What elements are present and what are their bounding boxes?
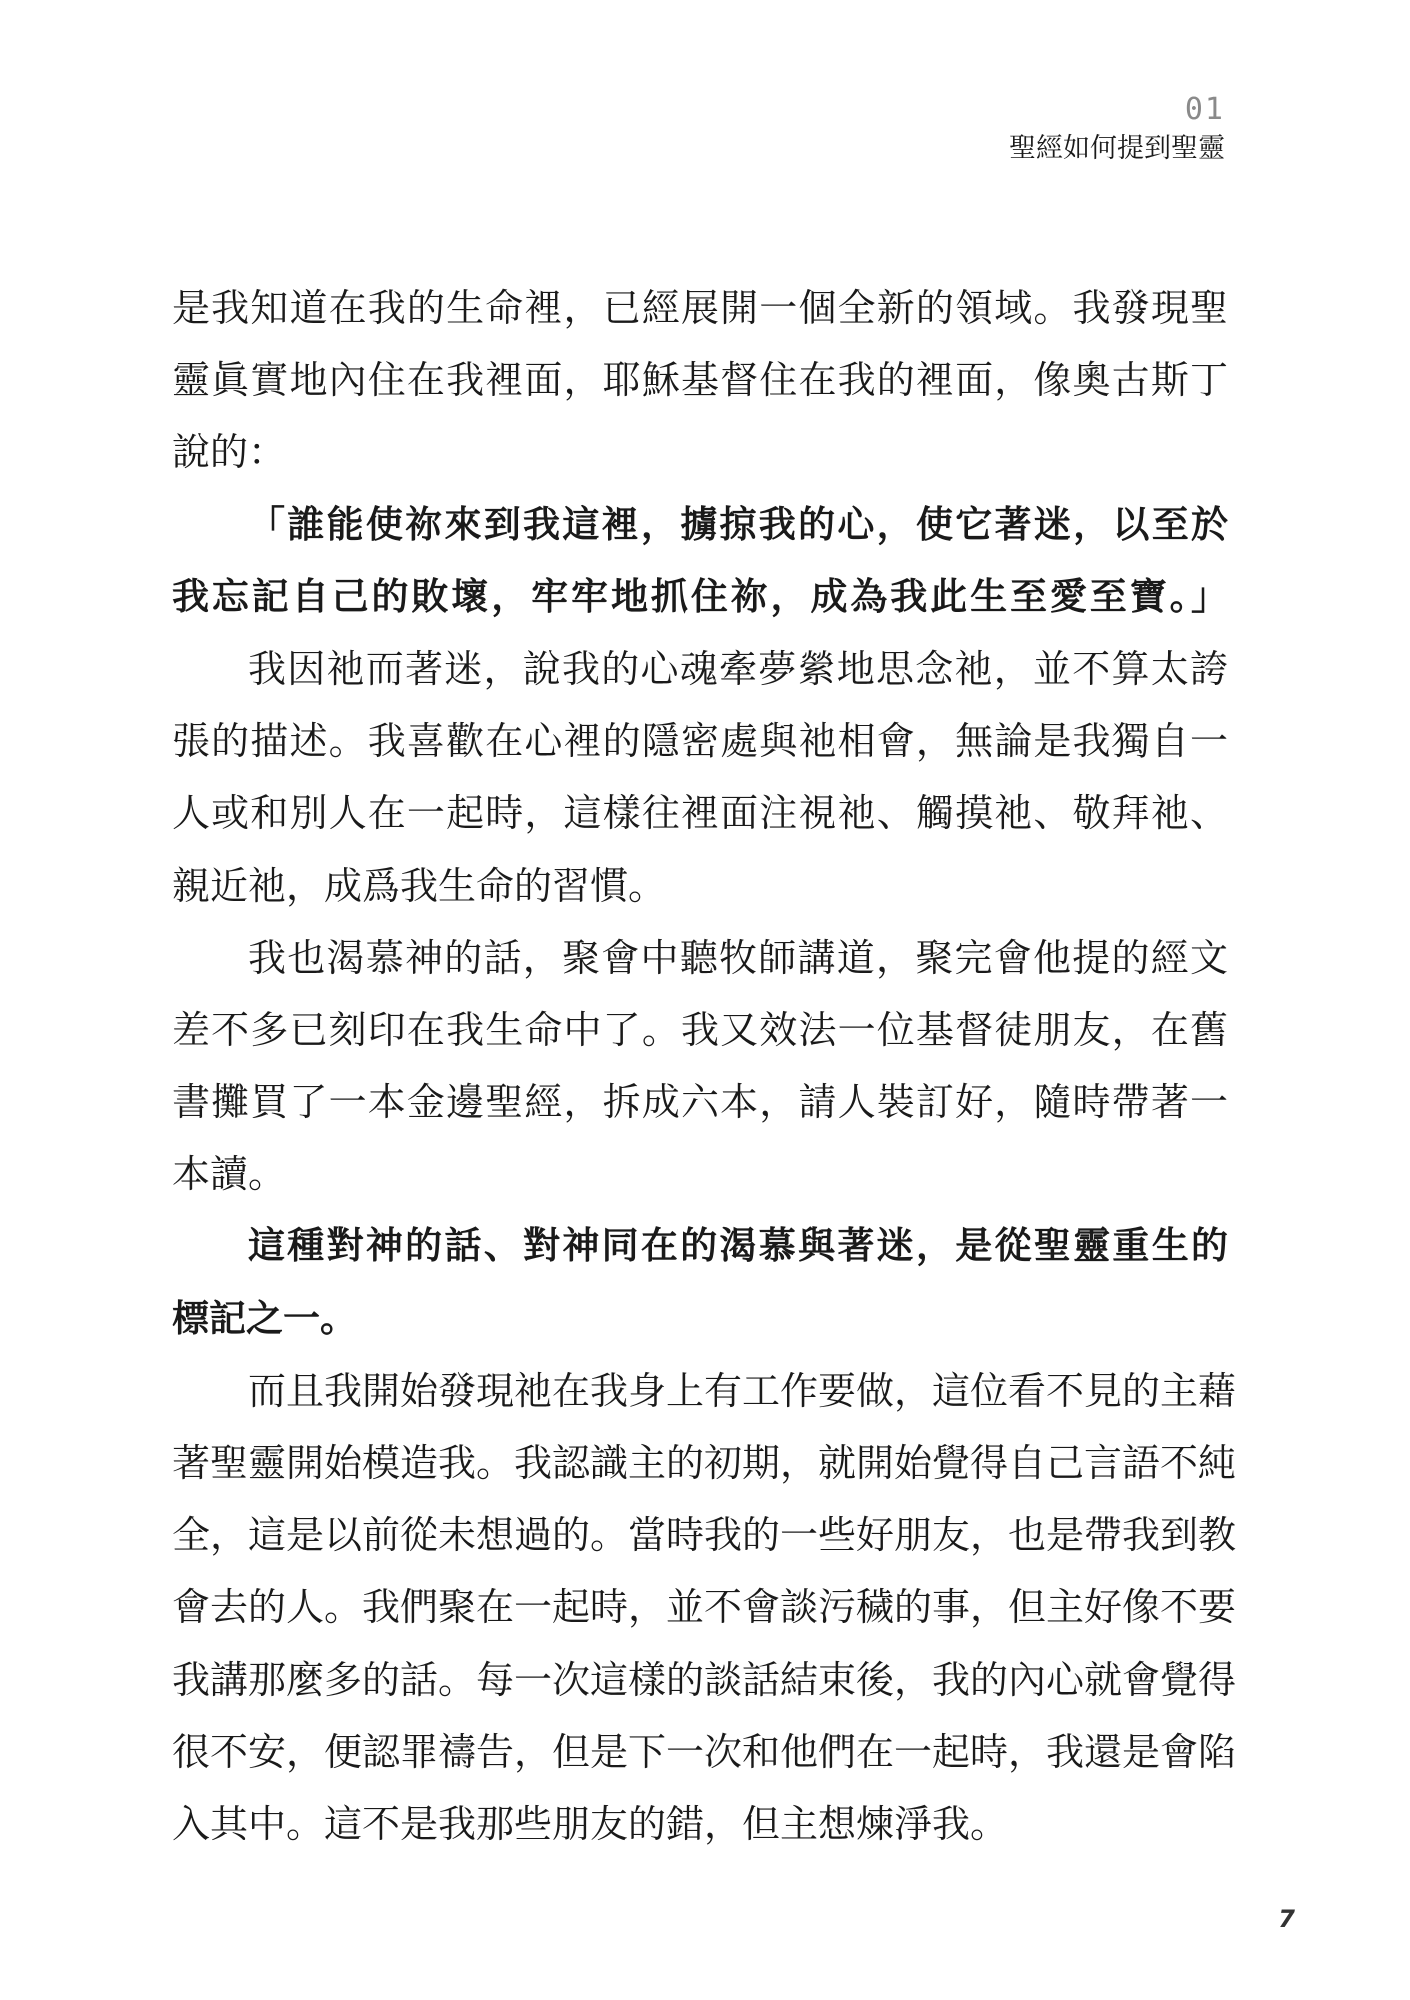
text-line: 是我知道在我的生命裡，已經展開一個全新的領域。我發現聖 bbox=[172, 286, 1228, 330]
text-line: 而且我開始發現祂在我身上有工作要做，這位看不見的主藉 bbox=[248, 1368, 1237, 1413]
page-number: 7 bbox=[1278, 1905, 1295, 1933]
chapter-number: 01 bbox=[1184, 92, 1225, 127]
text-line: 說的： bbox=[172, 430, 287, 475]
emphasis-line: 標記之一。 bbox=[172, 1296, 357, 1340]
chapter-title: 聖經如何提到聖靈 bbox=[1009, 133, 1225, 164]
quote-line: 「誰能使祢來到我這裡，擄掠我的心，使它著迷，以至於 bbox=[248, 502, 1228, 546]
text-line: 親近祂，成爲我生命的習慣。 bbox=[172, 863, 667, 908]
running-header bbox=[725, 92, 1225, 168]
text-line: 全，這是以前從未想過的。當時我的一些好朋友，也是帶我到教 bbox=[172, 1513, 1237, 1558]
text-line: 很不安，便認罪禱告，但是下一次和他們在一起時，我還是會陷 bbox=[172, 1729, 1237, 1774]
body-text bbox=[172, 272, 1237, 1860]
quote-line: 我忘記自己的敗壞，牢牢地抓住祢，成為我此生至愛至寶。」 bbox=[172, 574, 1228, 618]
text-line: 張的描述。我喜歡在心裡的隱密處與祂相會，無論是我獨自一 bbox=[172, 719, 1228, 764]
text-line: 入其中。這不是我那些朋友的錯，但主想煉淨我。 bbox=[172, 1801, 1009, 1846]
emphasis-line: 這種對神的話、對神同在的渴慕與著迷，是從聖靈重生的 bbox=[248, 1224, 1228, 1268]
text-line: 我講那麼多的話。每一次這樣的談話結束後，我的內心就會覺得 bbox=[172, 1657, 1237, 1702]
text-line: 會去的人。我們聚在一起時，並不會談污穢的事，但主好像不要 bbox=[172, 1585, 1237, 1630]
text-line: 著聖靈開始模造我。我認識主的初期，就開始覺得自己言語不純 bbox=[172, 1441, 1237, 1485]
text-line: 書攤買了一本金邊聖經，拆成六本，請人裝訂好，隨時帶著一 bbox=[172, 1080, 1228, 1125]
text-line: 我因祂而著迷，說我的心魂牽夢縈地思念祂，並不算太誇 bbox=[248, 646, 1228, 691]
text-line: 差不多已刻印在我生命中了。我又效法一位基督徒朋友，在舊 bbox=[172, 1007, 1228, 1052]
text-line: 本讀。 bbox=[172, 1152, 287, 1197]
text-line: 人或和別人在一起時，這樣往裡面注視祂、觸摸祂、敬拜祂、 bbox=[172, 791, 1228, 836]
text-line: 靈眞實地內住在我裡面，耶穌基督住在我的裡面，像奧古斯丁 bbox=[172, 358, 1228, 403]
text-line: 我也渴慕神的話，聚會中聽牧師講道，聚完會他提的經文 bbox=[248, 935, 1228, 980]
